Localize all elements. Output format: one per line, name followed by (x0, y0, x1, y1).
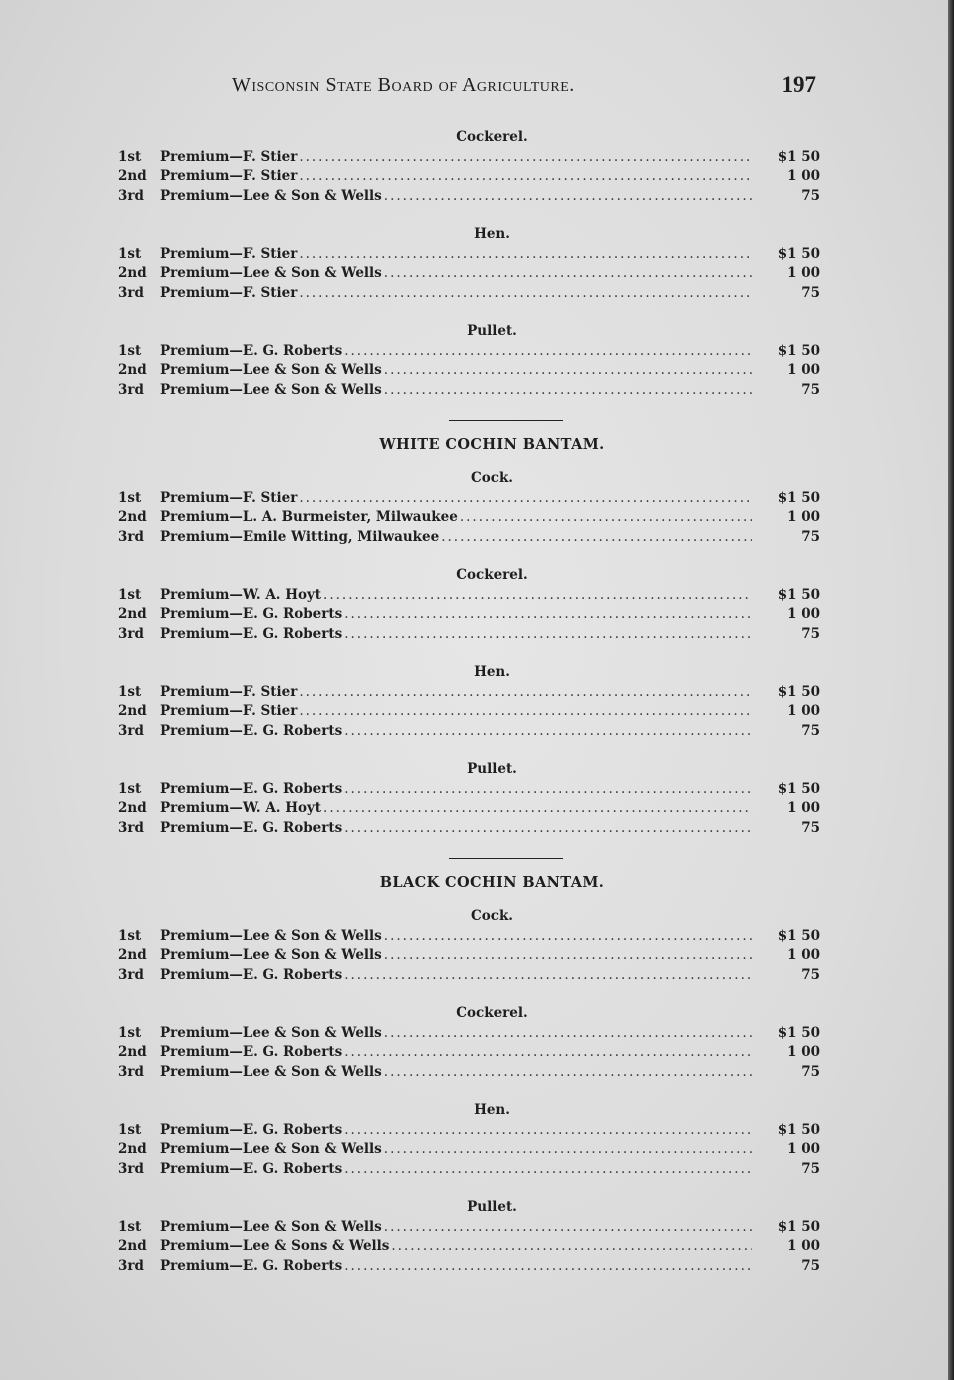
spacer (118, 741, 826, 760)
premium-entry (118, 1218, 826, 1238)
premium-winner: Premium—Lee & Son & Wells (160, 1218, 382, 1235)
premium-entry (118, 819, 826, 839)
premium-place: 3rd (118, 381, 144, 398)
class-block (118, 566, 826, 644)
premium-entry (118, 361, 826, 381)
premium-winner: Premium—Lee & Son & Wells (160, 187, 382, 204)
class-block (118, 469, 826, 547)
premium-place: 1st (118, 148, 142, 165)
premium-entry (118, 683, 826, 703)
dot-leader (344, 625, 752, 645)
premium-winner: Premium—E. G. Roberts (160, 1044, 343, 1060)
premium-winner: Premium—E. G. Roberts (160, 1121, 343, 1138)
premium-entry (118, 1257, 826, 1277)
dot-leader (460, 508, 752, 528)
premium-amount: 75 (801, 966, 820, 983)
premium-place: 2nd (118, 606, 147, 622)
class-block (118, 128, 826, 206)
premium-place: 2nd (118, 265, 147, 281)
premium-entry (118, 605, 826, 625)
premium-place: 2nd (118, 1044, 147, 1060)
premium-amount: $1 50 (777, 1218, 820, 1235)
dot-leader (344, 1257, 752, 1277)
premium-winner: Premium—Lee & Son & Wells (160, 1024, 382, 1041)
premium-winner: Premium—F. Stier (160, 703, 298, 719)
premium-amount: 1 00 (787, 362, 820, 378)
premium-entry (118, 187, 826, 207)
dot-leader (344, 722, 752, 742)
premium-amount: 75 (801, 528, 820, 545)
premium-winner: Premium—E. G. Roberts (160, 606, 343, 622)
premium-winner: Premium—Lee & Son & Wells (160, 1141, 382, 1157)
premium-amount: 1 00 (787, 168, 820, 184)
dot-leader (384, 264, 752, 284)
premium-amount: 75 (801, 819, 820, 836)
premium-entry (118, 702, 826, 722)
premium-place: 1st (118, 489, 142, 506)
premium-winner: Premium—W. A. Hoyt (160, 800, 322, 816)
dot-leader (299, 167, 752, 187)
premium-entry (118, 927, 826, 947)
class-heading: Hen. (474, 1102, 510, 1118)
class-heading: Hen. (474, 226, 510, 242)
dot-leader (384, 187, 752, 207)
premium-entry (118, 148, 826, 168)
premium-place: 3rd (118, 1257, 144, 1274)
premium-winner: Premium—E. G. Roberts (160, 625, 343, 642)
premium-amount: $1 50 (777, 489, 820, 506)
premium-amount: $1 50 (777, 780, 820, 797)
class-heading: Pullet. (467, 761, 517, 777)
premium-winner: Premium—L. A. Burmeister, Milwaukee (160, 509, 458, 525)
premium-entry (118, 508, 826, 528)
premium-entry (118, 1043, 826, 1063)
spacer (118, 1179, 826, 1198)
premium-amount: 75 (801, 1063, 820, 1080)
dot-leader (344, 342, 752, 362)
premium-entry (118, 264, 826, 284)
premium-entry (118, 1160, 826, 1180)
premium-winner: Premium—F. Stier (160, 489, 298, 506)
dot-leader (344, 780, 752, 800)
premium-amount: 1 00 (787, 265, 820, 281)
premium-amount: 75 (801, 722, 820, 739)
dot-leader (384, 1024, 752, 1044)
dot-leader (384, 381, 752, 401)
class-block (118, 322, 826, 400)
dot-leader (344, 819, 752, 839)
dot-leader (323, 799, 752, 819)
class-block (118, 760, 826, 838)
class-heading: Cockerel. (456, 1005, 528, 1021)
premium-place: 1st (118, 342, 142, 359)
premium-amount: $1 50 (777, 1024, 820, 1041)
premium-entry (118, 1140, 826, 1160)
dot-leader (344, 966, 752, 986)
premium-entry (118, 167, 826, 187)
premium-place: 1st (118, 927, 142, 944)
dot-leader (344, 605, 752, 625)
dot-leader (384, 1218, 752, 1238)
dot-leader (384, 946, 752, 966)
premium-place: 2nd (118, 1238, 147, 1254)
premium-entry (118, 381, 826, 401)
premium-amount: 75 (801, 284, 820, 301)
class-heading: Hen. (474, 664, 510, 680)
premium-winner: Premium—F. Stier (160, 284, 298, 301)
dot-leader (299, 245, 752, 265)
section-divider (449, 858, 563, 859)
premium-amount: 75 (801, 625, 820, 642)
premium-place: 1st (118, 683, 142, 700)
dot-leader (344, 1043, 752, 1063)
spacer (118, 985, 826, 1004)
premium-amount: $1 50 (777, 1121, 820, 1138)
premium-amount: $1 50 (777, 245, 820, 262)
premium-place: 1st (118, 1121, 142, 1138)
premium-winner: Premium—Lee & Son & Wells (160, 381, 382, 398)
spacer (118, 303, 826, 322)
premium-place: 3rd (118, 528, 144, 545)
premium-place: 2nd (118, 509, 147, 525)
premium-amount: 1 00 (787, 800, 820, 816)
spacer (118, 1082, 826, 1101)
premium-amount: 75 (801, 381, 820, 398)
running-head (232, 74, 822, 104)
premium-entry (118, 1063, 826, 1083)
premium-amount: $1 50 (777, 342, 820, 359)
premium-amount: 1 00 (787, 1238, 820, 1254)
premium-winner: Premium—F. Stier (160, 245, 298, 262)
premium-winner: Premium—W. A. Hoyt (160, 586, 322, 603)
premium-place: 1st (118, 1218, 142, 1235)
class-heading: Pullet. (467, 323, 517, 339)
premium-place: 1st (118, 245, 142, 262)
class-heading: Cock. (470, 470, 514, 486)
class-block (118, 663, 826, 741)
breed-group (118, 420, 826, 838)
premium-list (118, 128, 826, 1276)
premium-amount: $1 50 (777, 927, 820, 944)
premium-winner: Premium—Lee & Son & Wells (160, 1063, 382, 1080)
class-heading: Pullet. (467, 1199, 517, 1215)
premium-place: 3rd (118, 966, 144, 983)
premium-winner: Premium—Lee & Son & Wells (160, 927, 382, 944)
class-block (118, 1101, 826, 1179)
premium-amount: 75 (801, 187, 820, 204)
premium-winner: Premium—F. Stier (160, 168, 298, 184)
dot-leader (299, 702, 752, 722)
spacer (118, 644, 826, 663)
premium-entry (118, 489, 826, 509)
premium-winner: Premium—E. G. Roberts (160, 966, 343, 983)
premium-amount: 1 00 (787, 1141, 820, 1157)
premium-place: 3rd (118, 722, 144, 739)
premium-entry (118, 946, 826, 966)
page-edge (948, 0, 954, 1380)
premium-amount: 75 (801, 1257, 820, 1274)
premium-place: 2nd (118, 947, 147, 963)
premium-winner: Premium—E. G. Roberts (160, 780, 343, 797)
dot-leader (299, 489, 752, 509)
breed-group (118, 858, 826, 1276)
premium-place: 2nd (118, 168, 147, 184)
premium-amount: 1 00 (787, 947, 820, 963)
premium-winner: Premium—E. G. Roberts (160, 1257, 343, 1274)
page-number: 197 (781, 72, 816, 97)
premium-winner: Premium—Emile Witting, Milwaukee (160, 528, 440, 545)
dot-leader (391, 1237, 752, 1257)
premium-entry (118, 799, 826, 819)
class-heading: Cockerel. (456, 567, 528, 583)
premium-amount: $1 50 (777, 148, 820, 165)
premium-place: 1st (118, 1024, 142, 1041)
premium-amount: 1 00 (787, 703, 820, 719)
premium-winner: Premium—E. G. Roberts (160, 819, 343, 836)
premium-place: 1st (118, 586, 142, 603)
breed-group (118, 128, 826, 400)
premium-entry (118, 342, 826, 362)
premium-place: 3rd (118, 187, 144, 204)
premium-place: 3rd (118, 1160, 144, 1177)
premium-entry (118, 586, 826, 606)
premium-amount: 1 00 (787, 509, 820, 525)
premium-amount: 75 (801, 1160, 820, 1177)
class-heading: Cock. (470, 908, 514, 924)
premium-place: 2nd (118, 800, 147, 816)
class-block (118, 1004, 826, 1082)
premium-amount: 1 00 (787, 606, 820, 622)
premium-amount: $1 50 (777, 586, 820, 603)
premium-entry (118, 966, 826, 986)
dot-leader (384, 1140, 752, 1160)
premium-entry (118, 245, 826, 265)
premium-winner: Premium—E. G. Roberts (160, 1160, 343, 1177)
class-block (118, 907, 826, 985)
premium-entry (118, 722, 826, 742)
premium-place: 3rd (118, 284, 144, 301)
premium-amount: 1 00 (787, 1044, 820, 1060)
premium-place: 2nd (118, 1141, 147, 1157)
class-block (118, 225, 826, 303)
premium-place: 2nd (118, 362, 147, 378)
spacer (118, 206, 826, 225)
premium-place: 2nd (118, 703, 147, 719)
running-title: Wisconsin State Board of Agriculture. (232, 74, 575, 96)
class-heading: Cockerel. (456, 129, 528, 145)
dot-leader (344, 1160, 752, 1180)
premium-winner: Premium—F. Stier (160, 148, 298, 165)
dot-leader (384, 1063, 752, 1083)
dot-leader (299, 284, 752, 304)
section-divider (449, 420, 563, 421)
breed-heading: BLACK COCHIN BANTAM. (379, 874, 605, 891)
premium-entry (118, 780, 826, 800)
premium-winner: Premium—Lee & Sons & Wells (160, 1238, 390, 1254)
premium-entry (118, 1237, 826, 1257)
spacer (118, 547, 826, 566)
dot-leader (323, 586, 752, 606)
dot-leader (384, 927, 752, 947)
premium-winner: Premium—E. G. Roberts (160, 342, 343, 359)
premium-entry (118, 1121, 826, 1141)
premium-winner: Premium—E. G. Roberts (160, 722, 343, 739)
premium-entry (118, 528, 826, 548)
dot-leader (441, 528, 752, 548)
dot-leader (299, 683, 752, 703)
dot-leader (384, 361, 752, 381)
premium-place: 3rd (118, 1063, 144, 1080)
class-block (118, 1198, 826, 1276)
premium-place: 3rd (118, 819, 144, 836)
premium-amount: $1 50 (777, 683, 820, 700)
premium-entry (118, 625, 826, 645)
premium-winner: Premium—Lee & Son & Wells (160, 362, 382, 378)
dot-leader (299, 148, 752, 168)
premium-entry (118, 1024, 826, 1044)
breed-heading: WHITE COCHIN BANTAM. (379, 436, 605, 453)
premium-winner: Premium—Lee & Son & Wells (160, 265, 382, 281)
premium-winner: Premium—F. Stier (160, 683, 298, 700)
premium-winner: Premium—Lee & Son & Wells (160, 947, 382, 963)
premium-entry (118, 284, 826, 304)
premium-place: 1st (118, 780, 142, 797)
dot-leader (344, 1121, 752, 1141)
premium-place: 3rd (118, 625, 144, 642)
